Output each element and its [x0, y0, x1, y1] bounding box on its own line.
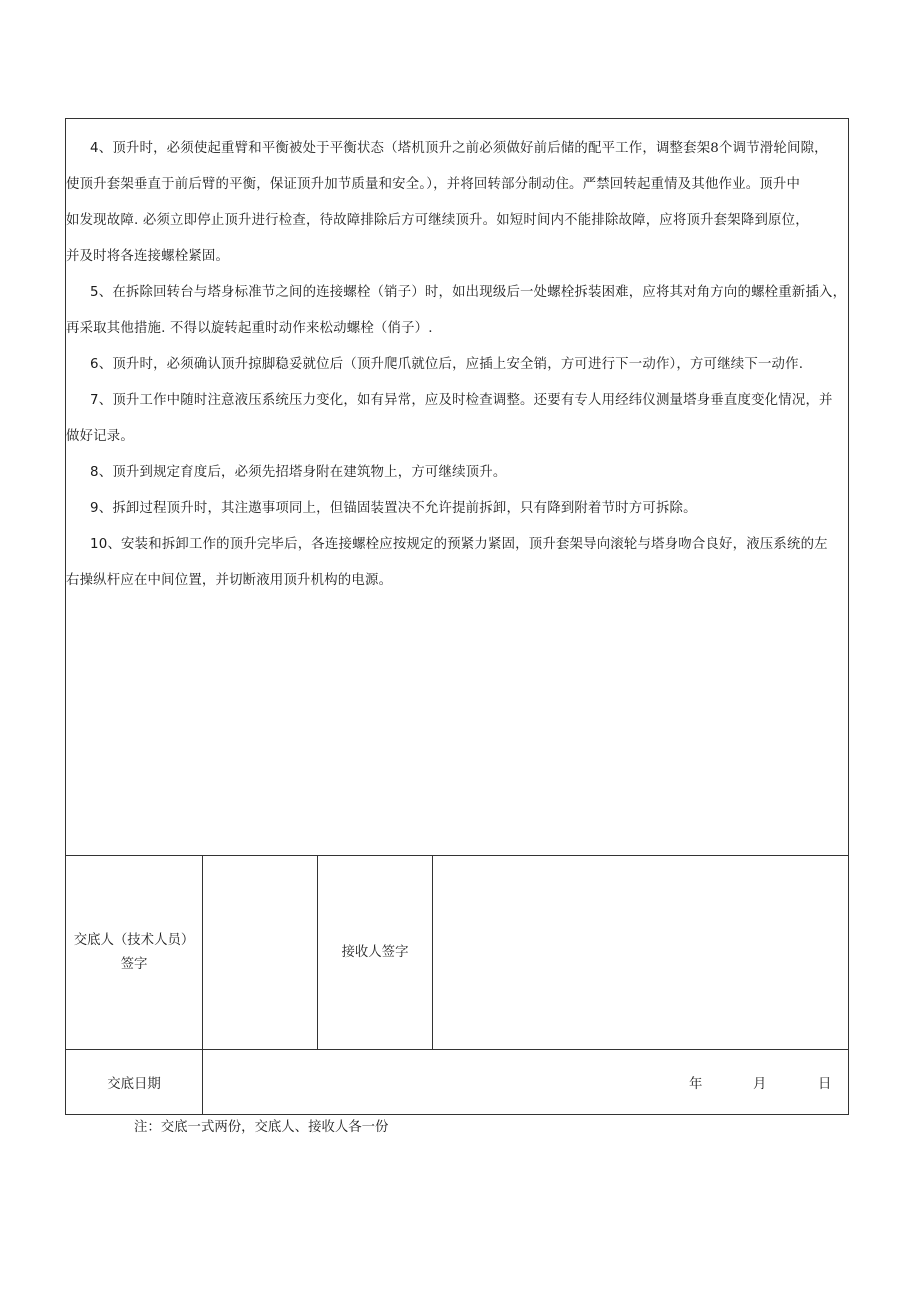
receiver-label: 接收人签字 [341, 944, 409, 960]
date-label-cell [66, 1050, 203, 1114]
line-text: 、拆卸过程顶升时，其注遨事项同上，但锚固装置决不允许提前拆卸，只有降到附着节时方可拆除。 [98, 501, 697, 516]
paragraph-number: 10 [90, 537, 108, 552]
paragraph-number: 8 [90, 465, 99, 480]
receiver-label-cell [318, 856, 433, 1049]
paragraph-line: 使顶升套架垂直于前后臂的平衡，保证顶升加节质量和安全。），并将回转部分制动住。严禁回转起重情及其他作业。顶升中 [66, 177, 801, 192]
discloser-sign-label: 签字 [120, 956, 148, 972]
year-label: 年 [689, 1077, 703, 1092]
paragraph-5 [66, 275, 848, 347]
discloser-label: 交底人（技术人员） [73, 932, 195, 948]
signature-row [66, 856, 848, 1050]
line-text: 、在拆除回转台与塔身标准节之间的连接螺栓（销子）时，如出现级后一处螺栓拆装困难，应将其对角方向的螺栓重新插入， [98, 285, 847, 300]
line-text: 、顶升时，必须使起重臂和平衡被处于平衡状态（塔机顶升之前必须做好前后储的配平工作，调整套架8个调节滑轮间隙， [98, 141, 828, 156]
receiver-signature-field[interactable] [433, 856, 848, 1049]
date-label: 交底日期 [107, 1076, 161, 1092]
date-field[interactable] [203, 1050, 848, 1114]
paragraph-4 [66, 131, 848, 275]
paragraph-6 [90, 347, 848, 383]
paragraph-number: 5 [90, 285, 99, 300]
line-text: 、顶升到规定育度后，必须先招塔身附在建筑物上，方可继续顶升。 [98, 465, 507, 480]
disclosure-form [65, 118, 849, 1115]
paragraph-line [90, 491, 848, 527]
paragraph-line [90, 275, 848, 311]
paragraph-line [90, 131, 848, 167]
paragraph-9 [90, 491, 848, 527]
paragraph-line: 右操纵杆应在中间位置，并切断液用顶升机构的电源。 [66, 573, 393, 588]
discloser-label-cell [66, 856, 203, 1049]
paragraph-number: 7 [90, 393, 99, 408]
paragraph-line: 做好记录。 [66, 429, 134, 444]
paragraph-number: 4 [90, 141, 99, 156]
paragraph-line: 再采取其他措施. 不得以旋转起重时动作来松动螺栓（俏子）. [66, 321, 433, 336]
paragraph-line [90, 383, 848, 419]
line-text: 、顶升工作中随时注意液压系统压力变化，如有异常，应及时检查调整。还要有专人用经纬仪测量塔身垂直度变化情况，并 [98, 393, 833, 408]
paragraph-line [90, 347, 848, 383]
paragraph-line: 并及时将各连接螺栓紧固。 [66, 249, 230, 264]
paragraph-7 [66, 383, 848, 455]
content-section [66, 119, 848, 856]
paragraph-line: 如发现故障. 必须立即停止顶升进行检查，待故障排除后方可继续顶升。如短时间内不能排除故障，应将顶升套架降到原位， [66, 213, 809, 228]
paragraph-number: 6 [90, 357, 99, 372]
month-label: 月 [753, 1077, 767, 1092]
paragraph-10 [66, 527, 848, 599]
discloser-signature-field[interactable] [203, 856, 318, 1049]
paragraph-line [90, 527, 848, 563]
date-row [66, 1050, 848, 1114]
footnote: 注：交底一式两份，交底人、接收人各一份 [134, 1120, 389, 1135]
paragraph-number: 9 [90, 501, 99, 516]
line-text: 、顶升时，必须确认顶升掠脚稳妥就位后（顶升爬爪就位后，应插上安全销，方可进行下一动作），方可继续下一动作. [98, 357, 804, 372]
paragraph-line [90, 455, 848, 491]
line-text: 、安装和拆卸工作的顶升完毕后，各连接螺栓应按规定的预紧力紧固，顶升套架导向滚轮与塔身吻合良好，液压系统的左 [107, 537, 828, 552]
paragraph-8 [90, 455, 848, 491]
day-label: 日 [818, 1077, 832, 1092]
